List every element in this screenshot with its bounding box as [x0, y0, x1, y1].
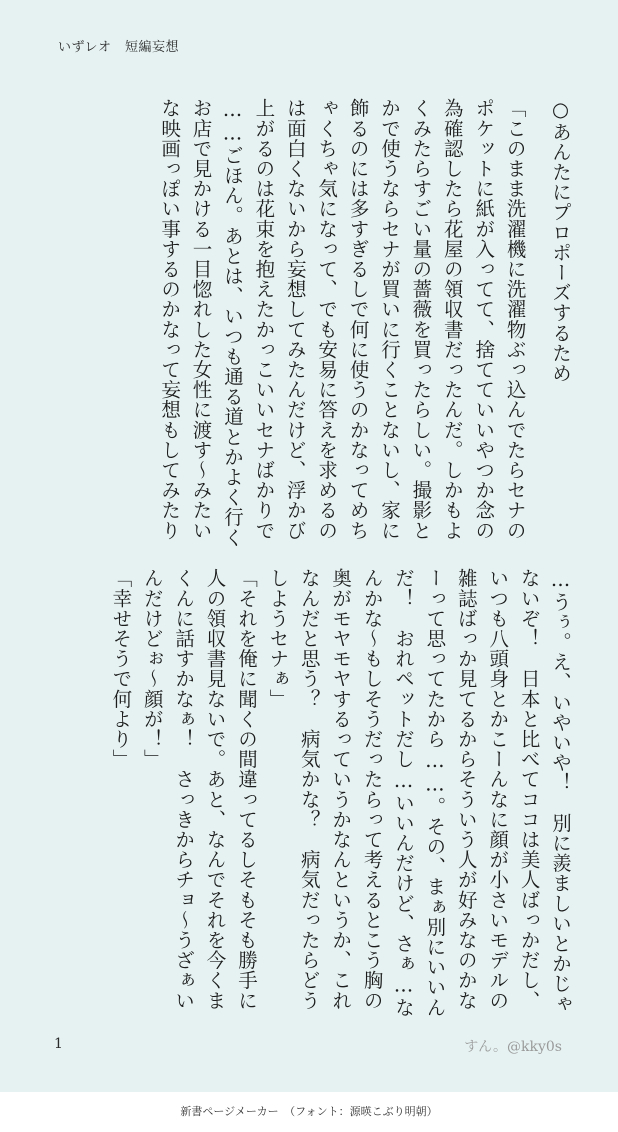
text-line: なんだと思う？ 病気かな？ 病気だったらどう	[297, 568, 321, 1011]
page-header-title: いずレオ 短編妄想	[58, 40, 179, 55]
section-title: ○あんたにプロポーズするため	[549, 98, 572, 383]
author-credit: すん。@kky0s	[464, 1039, 562, 1055]
text-line: ……ごほん。あとは、いつも通る道とかよく行く	[220, 98, 244, 548]
text-line: 雑誌ばっか見てるからそういう人が好みなのかな	[454, 568, 478, 1011]
text-line: ポケットに紙が入ってて、捨てていいやつか念の	[472, 98, 496, 541]
page-number: 1	[54, 1036, 63, 1052]
text-line: ーって思ってたから……。その、まぁ別にいいん	[423, 568, 447, 1018]
text-line: 「このまま洗濯機に洗濯物ぶっ込んでたらセナの	[503, 98, 527, 541]
text-block-top	[154, 98, 576, 548]
text-line: んだけどぉ～顔が！」	[140, 568, 164, 769]
text-line: 上がるのは花束を抱えたかっこいいセナばかりで	[252, 98, 276, 541]
text-line: …うぅ。え、いやいや！ 別に羨ましいとかじゃ	[549, 568, 572, 1014]
text-line: ゃくちゃ気になって、でも安易に答えを求めるの	[315, 98, 339, 541]
text-line: 「幸せそうで何より」	[109, 568, 133, 769]
text-line: んかな～もしそうだったらって考えるとこう胸の	[360, 568, 384, 1011]
text-line: お店で見かける一目惚れした女性に渡す～みたい	[189, 98, 213, 541]
text-line: 為確認したら花屋の領収書だったんだ。しかもよ	[440, 98, 464, 541]
text-line: な映画っぽい事するのかなって妄想もしてみたり	[158, 98, 182, 541]
text-line: 奥がモヤモヤするっていうかなんというか、これ	[329, 568, 353, 1011]
text-line: くんに話すかなぁ！ さっきからチョ～うざぁい	[172, 568, 196, 1011]
app-credit-footer: 新書ページメーカー （フォント：源暎こぶり明朝）	[0, 1092, 618, 1132]
text-line: しようセナぁ」	[266, 568, 290, 709]
text-line: かで使うならセナが買いに行くことないし、家に	[377, 98, 401, 541]
text-line: 飾るのには多すぎるしで何に使うのかなってめち	[346, 98, 370, 541]
text-block-bottom	[105, 568, 576, 1018]
text-line: だ！ おれペットだし…いいんだけど、さぁ…な	[391, 568, 415, 1018]
text-line: 「それを俺に聞くの間違ってるしそもそも勝手に	[234, 568, 258, 1011]
text-line: いつも八頭身とかこーんなに顔が小さいモデルの	[486, 568, 510, 1011]
text-line: くみたらすごい量の薔薇を買ったらしい。撮影と	[409, 98, 433, 541]
text-line: ないぞ！ 日本と比べてココは美人ばっかだし、	[517, 568, 541, 1011]
text-line: 人の領収書見ないで。あと、なんでそれを今くま	[203, 568, 227, 1011]
text-line: は面白くないから妄想してみたんだけど、浮かび	[283, 98, 307, 541]
